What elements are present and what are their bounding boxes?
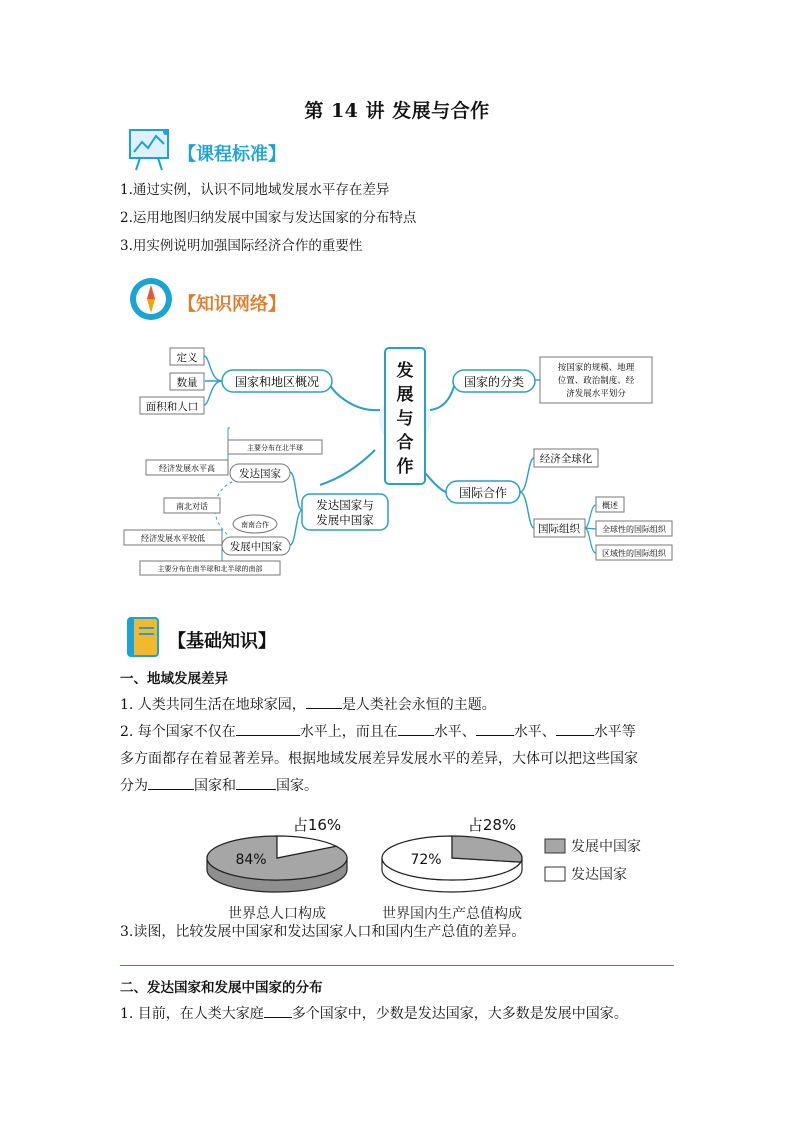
classification-label: 国家的分类 [463,375,525,389]
center-char-2: 展 [396,385,414,405]
overview-leaf-1: 定义 [176,352,198,364]
pie-charts [200,806,670,924]
paragraph-3: 3.读图，比较发展中国家和发达国家人口和国内生产总值的差异。 [120,924,526,940]
p2-g: 国家和 [194,778,236,794]
paragraph-2-line-3 [120,775,318,795]
classification-note-3: 济发展水平划分 [566,389,626,399]
mind-map [110,340,690,590]
part2-title: 二、发达国家和发展中国家的分布 [120,980,323,996]
compass-icon [128,276,174,322]
overview-leaf-2: 数量 [176,377,198,389]
standards-icon [126,126,172,172]
center-char-4: 合 [396,433,414,453]
p1-prefix: 1. 人类共同生活在地球家园， [120,697,306,713]
dev-label-2: 发展中国家 [316,513,374,527]
p4-prefix: 1. 目前，在人类大家庭 [120,1006,264,1022]
cooperation-label: 国际合作 [458,486,508,500]
blank-2[interactable] [236,721,300,736]
pie-2-label-small: 占28% [467,816,517,834]
classification-note-1: 按国家的规模、地理 [557,363,635,373]
overview-leaf-3: 面积和人口 [145,401,199,413]
legend-swatch-1 [545,839,565,853]
network-heading: 【知识网络】 [178,294,286,315]
blank-3[interactable] [398,721,434,736]
legend-swatch-2 [545,867,565,881]
p2-h: 国家。 [276,778,318,794]
overview-label: 国家和地区概况 [234,375,320,389]
paragraph-4 [120,1003,628,1023]
developing-loc: 主要分布在南半球和北半球的南部 [157,565,263,573]
classification-note-2: 位置、政治制度、经 [557,376,635,386]
north-south: 南北对话 [176,502,208,511]
paragraph-2-line-2: 多方面都存在着显著差异。根据地域发展差异发展水平的差异，大体可以把这些国家 [120,751,638,767]
standards-item-2: 2.运用地图归纳发展中国家与发达国家的分布特点 [120,210,417,226]
p2-f: 分为 [120,778,148,794]
center-char-3: 与 [396,409,414,429]
center-node [396,360,414,477]
globalization-label: 经济全球化 [539,453,593,465]
developed-label: 发达国家 [239,468,281,480]
developing-level: 经济发展水平较低 [141,534,205,543]
p4-suffix: 多个国家中，少数是发达国家，大多数是发展中国家。 [291,1006,628,1022]
chart-caption-1: 世界总人口构成 [228,906,326,922]
separator-line [120,965,674,966]
south-south: 南南合作 [241,521,269,529]
p2-d: 水平、 [513,724,556,740]
p2-c: 水平、 [433,724,476,740]
p2-e: 水平等 [593,724,636,740]
p1-suffix: 是人类社会永恒的主题。 [341,697,496,713]
basics-heading: 【基础知识】 [168,631,276,652]
paragraph-2-line-1 [120,721,636,741]
org-item-2: 全球性的国际组织 [602,525,666,534]
legend-label-1: 发展中国家 [571,839,641,855]
pie-1-label-small: 占16% [292,816,342,834]
center-char-1: 发 [396,361,414,381]
org-item-1: 概述 [602,501,618,510]
page-title: 第 14 讲 发展与合作 [304,100,490,122]
developed-loc: 主要分布在北半球 [247,444,303,452]
part1-title: 一、地域发展差异 [120,671,228,687]
blank-1[interactable] [306,694,342,709]
book-icon [126,616,160,658]
p2-b: 水平上，而且在 [299,724,398,740]
dev-label-1: 发达国家与 [316,498,374,512]
p2-a: 2. 每个国家不仅在 [120,724,236,740]
center-char-5: 作 [396,457,414,477]
org-item-3: 区域性的国际组织 [602,549,666,558]
pie-1-label-main: 84% [235,852,267,868]
paragraph-1 [120,694,496,714]
blank-4[interactable] [476,721,514,736]
standards-heading: 【课程标准】 [178,144,286,165]
standards-item-1: 1.通过实例，认识不同地域发展水平存在差异 [120,182,390,198]
developed-level: 经济发展水平高 [159,464,215,473]
pie-2-label-main: 72% [410,852,442,868]
org-label: 国际组织 [538,523,580,535]
legend-label-2: 发达国家 [571,867,627,883]
blank-5[interactable] [556,721,594,736]
developing-label: 发展中国家 [229,541,283,553]
blank-7[interactable] [236,775,276,790]
pie-2-slice-developed [452,836,522,862]
blank-6[interactable] [148,775,194,790]
chart-caption-2: 世界国内生产总值构成 [382,906,522,922]
blank-8[interactable] [264,1003,292,1018]
standards-item-3: 3.用实例说明加强国际经济合作的重要性 [120,238,363,254]
